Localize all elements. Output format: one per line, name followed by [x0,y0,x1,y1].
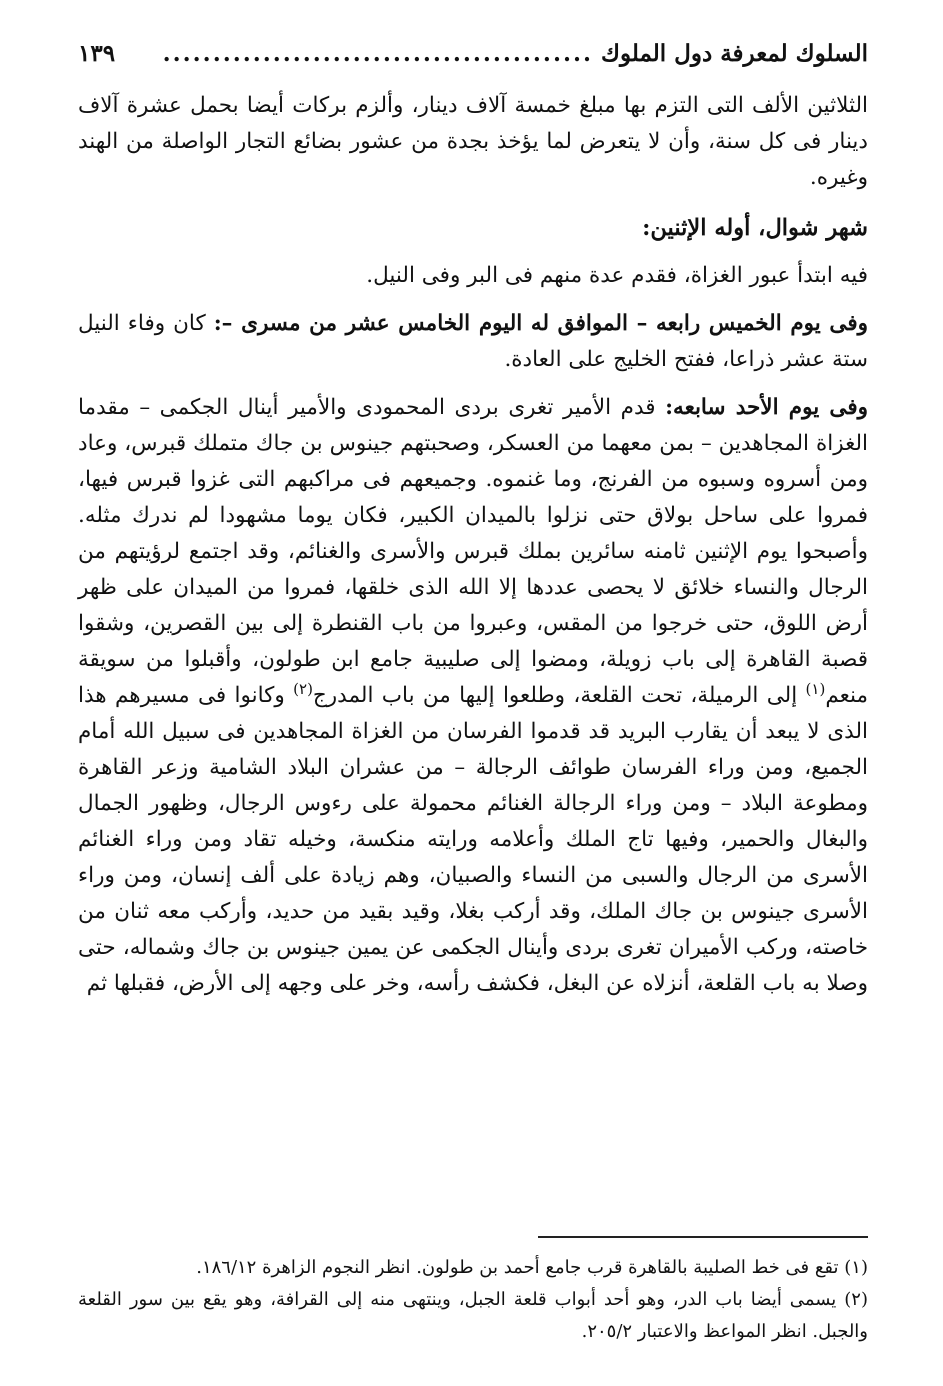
paragraph-3 [78,306,868,378]
footnote-1: (١) تقع فى خط الصليبة بالقاهرة قرب جامع أحمد بن طولون. انظر النجوم الزاهرة ١٨٦/١٢. [196,1257,868,1278]
paragraph-1: الثلاثين الألف التى التزم بها مبلغ خمسة آلاف دينار، وألزم بركات أيضا بحمل عشرة آلاف دينار فى كل سنة، وأن لا يتعرض لما يؤخذ بجدة من عشور بضائع التجار الواصلة من الهند وغيره. [78,93,868,190]
paragraph-4-text-b: إلى الرميلة، تحت القلعة، وطلعوا إليها من باب المدرج [312,683,806,708]
paragraph-4-lead: وفى يوم الأحد سابعه: [665,395,868,420]
header-leader-dots: ........................................... [162,40,593,67]
paragraph-4-text-c: وكانوا فى مسيرهم هذا الذى لا يبعد أن يقارب البريد قد قدموا الفرسان من الغزاة المجاهدين فى سبيل الله أمام الجميع، ومن وراء الفرسان طوائف الرجالة – من عشران البلاد الشامية وزعر القاهرة ومطوعة البلاد – ومن وراء الرجالة الغنائم محمولة على رءوس الرجال، وظهور الجمال والبغال والحمير، وفيها تاج الملك وأعلامه ورايته منكسة، وخيله تقاد ومن وراء الغنائم الأسرى من الرجال والسبى من النساء والصبيان، وهم زيادة على ألف إنسان، ومن وراء الأسرى جينوس بن جاك الملك، وقد أركب بغلا، وقيد بقيد من حديد، وأركب معه ثنان من خاصته، وركب الأميران تغرى بردى وأينال الجكمى عن يمين جينوس بن جاك وشماله، حتى وصلا به باب القلعة، أنزلاه عن البغل، فكشف رأسه، وخر على وجهه إلى الأرض، فقبلها ثم [78,683,868,996]
paragraph-4-text-a: قدم الأمير تغرى بردى المحمودى والأمير أينال الجكمى – مقدما الغزاة المجاهدين – بمن معهما من العسكر، وصحبتهم جينوس بن جاك متملك قبرس، وعاد ومن أسروه وسبوه من الفرنج، وما غنموه. وجميعهم فى مراكبهم التى غزوا قبرس فيها، فمروا على ساحل بولاق حتى نزلوا بالميدان الكبير، فكان يوما مشهودا لم ندرك مثله. وأصبحوا يوم الإثنين ثامنه سائرين بملك قبرس والأسرى والغنائم، وقد اجتمع لرؤيتهم من الرجال والنساء خلائق لا يحصى عددها إلا الله الذى خلقها، فمروا من الميدان على ظهر أرض اللوق، حتى خرجوا من المقس، وعبروا من باب القنطرة إلى بين القصرين، وشقوا قصبة القاهرة إلى باب زويلة، ومضوا إلى صليبية جامع ابن طولون، وأقبلوا من سويقة منعم [78,395,869,708]
main-text [78,88,868,1002]
book-page [78,40,868,1002]
paragraph-4 [78,390,868,1002]
paragraph-3-text: كان وفاء النيل ستة عشر ذراعا، ففتح الخليج على العادة. [78,311,868,372]
footnote-marker-1: (١) [805,679,826,698]
page-number: ١٣٩ [78,40,116,67]
section-heading: شهر شوال، أوله الإثنين: [642,215,868,241]
footnote-2: (٢) يسمى أيضا باب الدر، وهو أحد أبواب قلعة الجبل، وينتهى منه إلى القرافة، وهو يقع بين سور القلعة والجبل. انظر المواعظ والاعتبار ٢٠٥/٢. [78,1289,868,1342]
paragraph-3-lead: وفى يوم الخميس رابعه – الموافق له اليوم الخامس عشر من مسرى –: [213,311,868,336]
footnotes [78,1252,868,1348]
separator-line [538,1236,868,1238]
paragraph-2: فيه ابتدأ عبور الغزاة، فقدم عدة منهم فى البر وفى النيل. [366,263,868,288]
footnote-marker-2: (٢) [293,679,313,698]
book-title: السلوك لمعرفة دول الملوك [600,40,868,67]
running-header [78,40,868,88]
